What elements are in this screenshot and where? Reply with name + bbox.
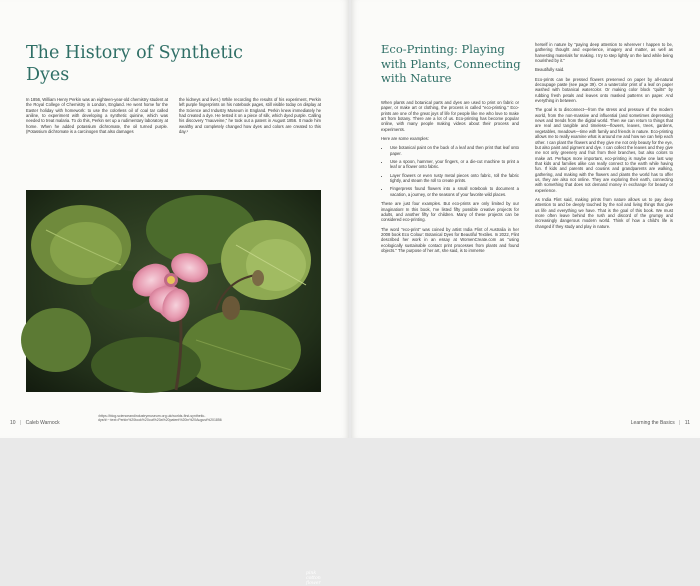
left-col1-paragraph: In 1856, William Henry Perkin was an eighteen-year-old chemistry student at the Royal College of Chemistry in London, England. He went home for the Easter holiday with homework: to use the colorless oil of coal tar called aniline, to experiment with developing a synthetic quinine, which was needed to treat malaria. To do this, Perkin set up a rudimentary laboratory at home. When he added potassium dichromate, the oil turned purple. (Potassium dichromate is a carcinogen that also damages	[26, 97, 168, 135]
right-page-title: Eco-Printing: Playing with Plants, Connecting with Nature	[381, 42, 521, 85]
list-item: • Layer flowers or even rusty metal pieces onto fabric, roll the fabric tightly, and steam the roll to create prints.	[390, 173, 519, 184]
footer-author: Caleb Warnock	[25, 420, 60, 426]
list-item: • Use botanical paint on the back of a leaf and then print that leaf onto paper.	[390, 145, 519, 156]
left-col2-paragraph: the kidneys and liver.) While recording the results of his experiment, Perkin left purple fingerprints on his notebook pages, still visible today on display at the Science and Industry Museum in England. Perkin knew immediately he had created a dye. He tested it on a piece of silk, which dyed purple. Calling his discovery "mauveine," he took out a patent in August 1856. It made him wealthy and completely changed how dyes and colors are created to this day.¹	[179, 97, 321, 135]
examples-list	[381, 145, 519, 197]
flint-quote-paragraph: herself in nature by "paying deep attention to wherever I happen to be, gathering thought and experience, imagery and matter, as well as harvesting materials for making. I try to step lightly on the land while being nourished by it."	[535, 42, 673, 64]
left-page-number: 10	[10, 420, 16, 426]
beautifully-said: Beautifully said.	[535, 67, 565, 73]
right-page-column-2	[535, 42, 673, 233]
right-page-number: 11	[684, 420, 690, 426]
examples-intro: Here are some examples:	[381, 136, 429, 142]
list-item: • Use a spoon, hammer, your fingers, or a die-cut machine to print a leaf or a flower onto fabric.	[390, 159, 519, 170]
right-page	[351, 0, 700, 438]
footer-section: Learning the Basics	[630, 420, 675, 426]
list-item: • Fingerpress found flowers into a small notebook to document a vacation, a journey, or the seasons of your favorite wild places.	[390, 186, 519, 197]
right-col2-paragraph-1: Eco-prints can be pressed flowers preserved on paper by all-natural decoupage paste (see page 39). Or a watercolor print of a leaf on paper washed with botanical watercolor. Or making color block "quilts" by rubbing fresh petals and leaves onto masked patterns on paper. And everything in between.	[535, 76, 673, 104]
after-bullets-paragraph: These are just four examples. But eco-prints are only limited by our imagination! In this book, I've listed fifty possible creative projects for adults, and another fifty for children. Many of these projects can be considered eco-printing.	[381, 201, 519, 223]
photo-caption: pink cotton flower	[306, 571, 321, 586]
left-page-column-2	[179, 97, 321, 138]
right-col2-paragraph-2: The goal is to disconnect—from the stress and pressure of the modern world, from the non-massive and influential (and sometimes depressing) news and trends from the digital world. Then we can return to things that are real and tangible and timeless—flowers, leaves, trees, gardens, vegetables, meadows—time with family and friends in nature. Eco-printing allows me to really examine what is around me and how we can help each other. I can plant the flowers and they give me not only beauty for the eye, but also paint and pigment and dye. I can collect the leaves and they give me not only greenery and fruit from their branches, but also colors to make art. Perhaps more important, eco-printing is maybe one last way that kids and families alike can really connect to the earth while having fun. If kids and parents and cousins and grandparents are walking, gathering, and making with the flowers and plants the world has to offer us, they are also not online. They are exploring their earth, connecting with something that does not demand money in exchange for beauty or experience.	[535, 107, 673, 193]
right-col2-paragraph-3: As India Flint said, making prints from nature allows us to pay deep attention to and be deeply touched by the soil and living things that give us life and everything we have. That is the goal of this book. We must more often leave behind the rush and discord of the grumpy and increasingly dangerous modern world. Think of how a child's life is changed if they study and play in nature.	[535, 196, 673, 229]
right-page-column-1	[381, 100, 519, 257]
eco-print-coined-paragraph: The word "eco-print" was coined by artist India Flint of Australia in her 2008 book Eco Colour: Botanical Dyes for Beautiful Textiles. In 2022, Flint described her work in an essay at WomenCreate.com as "using ecologically sustainable contact print processes from plants and found objects." The purpose of her art, she said, is to immerse	[381, 226, 519, 253]
right-col1-intro: When plants and botanical parts and dyes are used to print on fabric or paper, or make art or clothing, the process is called "eco-printing." Eco-prints are one of the great joys of life for people like me who love to make art from botany. There are a lot of us. Eco-printing has become popular online, with many people making videos about their process and experiments.	[381, 100, 519, 132]
flower-photo-illustration	[26, 190, 321, 392]
left-page-title: The History of Synthetic Dyes	[26, 43, 243, 85]
footer-divider: |	[19, 420, 22, 426]
footnote: ¹https://blog.scienceandindustrymuseum.org.uk/worlds-first-synthetic-dye/#:~:text=Perkin%20took%20out%20a%20patent%20in%20August%201856	[98, 414, 222, 423]
left-page-column-1	[26, 97, 168, 138]
left-page	[0, 0, 349, 586]
footer-divider: |	[679, 420, 681, 426]
left-footer	[10, 420, 60, 426]
right-footer	[631, 420, 690, 426]
